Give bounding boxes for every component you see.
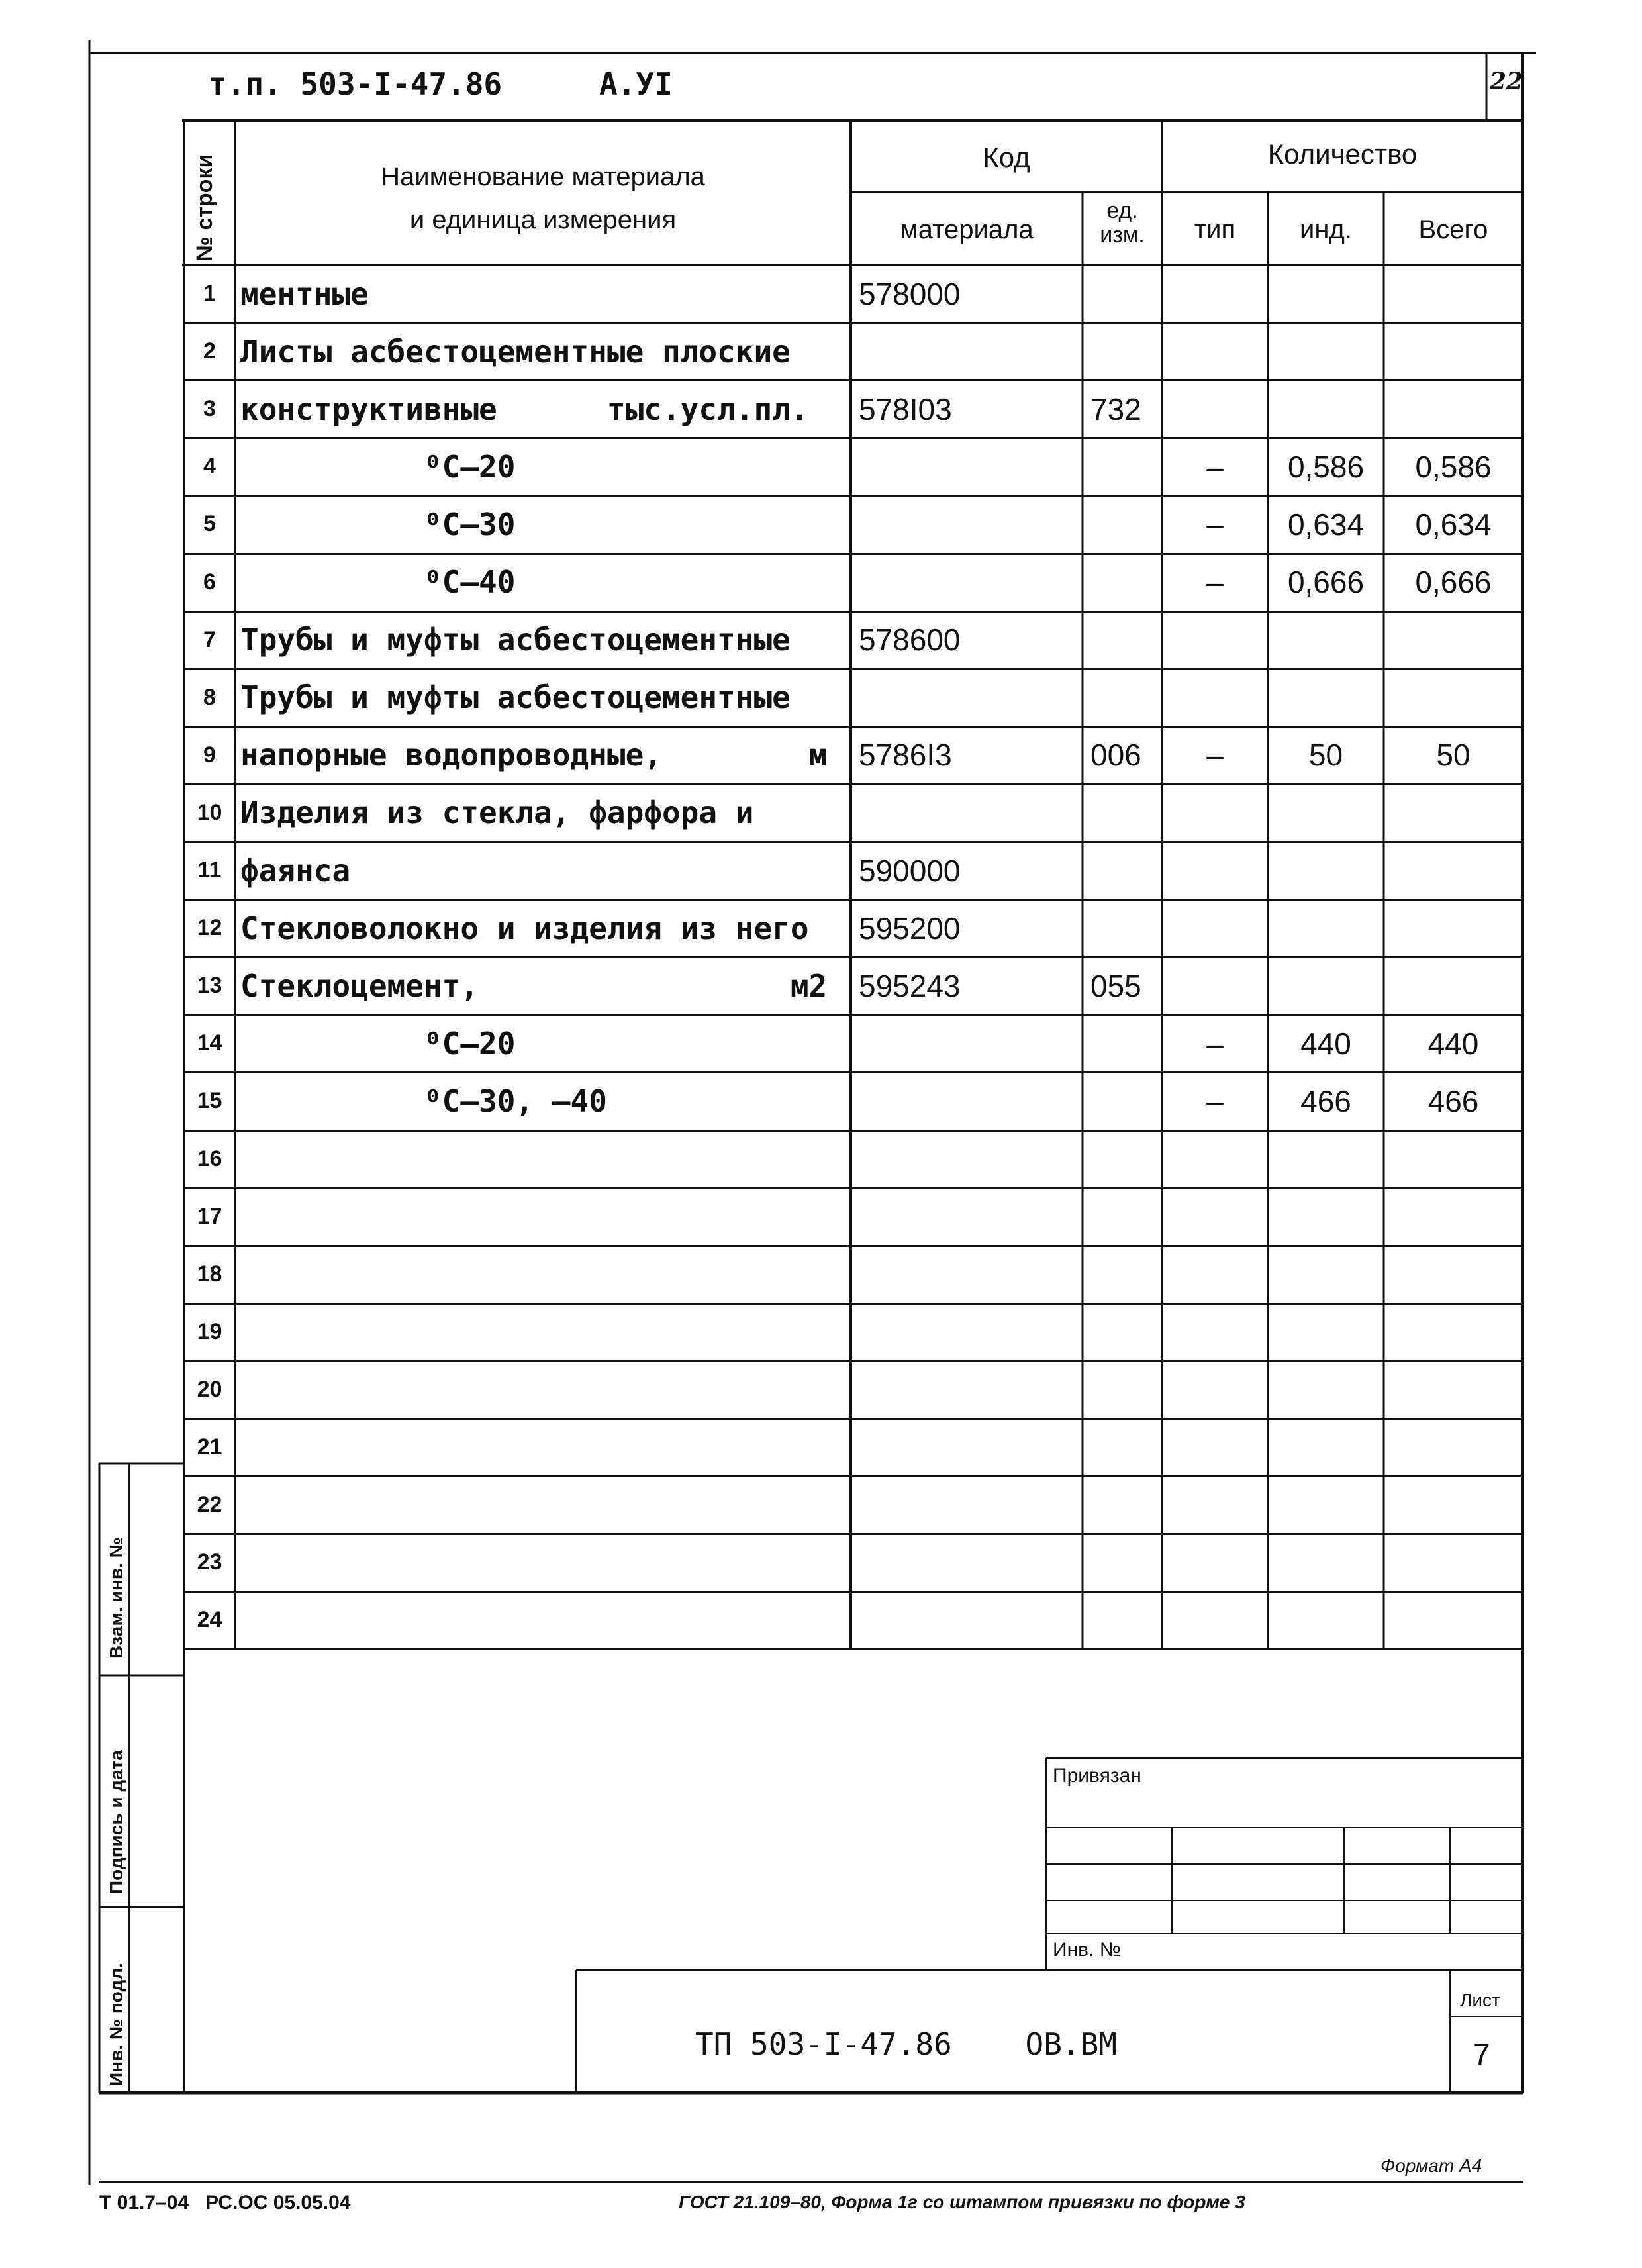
qty-total: 440 [1427, 1026, 1479, 1061]
material-name [235, 1361, 856, 1418]
material-code [851, 1246, 1090, 1303]
stamp-inv-no: Инв. № [1053, 1939, 1121, 1961]
qty-type: – [1206, 449, 1224, 484]
material-name [235, 1303, 856, 1361]
page-number: 22 [1490, 68, 1523, 95]
unit-code: 006 [1090, 738, 1141, 773]
qty-total [1384, 1246, 1523, 1303]
material-code [851, 438, 1090, 495]
qty-type [1162, 957, 1268, 1014]
qty-type: – [1206, 738, 1224, 773]
qty-individual [1268, 1534, 1384, 1591]
unit-code [1083, 1361, 1170, 1418]
material-name [235, 1130, 856, 1188]
qty-individual [1268, 784, 1384, 842]
qty-total [1384, 1303, 1523, 1361]
unit-code [1083, 842, 1170, 899]
material-name [235, 1418, 856, 1476]
material-name [235, 1476, 856, 1534]
material-code: 595243 [859, 968, 961, 1003]
unit-code [1083, 1534, 1170, 1591]
row-number: 17 [197, 1203, 222, 1229]
qty-type [1162, 322, 1268, 380]
material-code [851, 784, 1090, 842]
material-name: Листы асбестоцементные плоские [240, 333, 791, 370]
row-number: 23 [197, 1550, 222, 1575]
qty-individual [1268, 380, 1384, 438]
qty-total: 0,586 [1415, 449, 1492, 484]
material-code: 590000 [859, 853, 961, 888]
qty-type [1162, 669, 1268, 726]
unit-code [1083, 1246, 1170, 1303]
row-number: 2 [203, 338, 216, 364]
qty-total [1384, 1418, 1523, 1476]
qty-type [1162, 1246, 1268, 1303]
header-name-line1: Наименование материала [381, 162, 705, 191]
qty-total [1384, 1591, 1523, 1649]
material-name: напорные водопроводные, м [240, 737, 828, 773]
unit-code [1083, 899, 1170, 957]
qty-total [1384, 611, 1523, 669]
qty-individual [1268, 1591, 1384, 1649]
material-name: ⁰С–20 [240, 448, 516, 485]
qty-total [1384, 1188, 1523, 1246]
unit-code [1083, 1591, 1170, 1649]
qty-type [1162, 842, 1268, 899]
material-name: ⁰С–30 [240, 506, 516, 542]
material-code [851, 1072, 1090, 1130]
material-code [851, 322, 1090, 380]
qty-total [1384, 380, 1523, 438]
qty-individual: 466 [1300, 1083, 1351, 1118]
material-code [851, 1130, 1090, 1188]
qty-total: 466 [1427, 1083, 1479, 1118]
material-name: Трубы и муфты асбестоцементные [240, 679, 791, 716]
material-code [851, 495, 1090, 553]
row-number: 6 [203, 569, 216, 595]
row-number: 9 [203, 742, 216, 767]
qty-individual [1268, 265, 1384, 322]
material-code: 578I03 [859, 391, 952, 426]
unit-code [1083, 554, 1170, 611]
unit-code [1083, 1418, 1170, 1476]
qty-individual: 0,634 [1287, 507, 1365, 542]
material-name: Стеклоцемент, м2 [240, 967, 828, 1004]
qty-individual [1268, 1188, 1384, 1246]
qty-type [1162, 1476, 1268, 1534]
material-name [235, 1246, 856, 1303]
material-code [851, 1591, 1090, 1649]
row-number: 11 [197, 858, 222, 883]
qty-type [1162, 611, 1268, 669]
side-label-vzam: Взам. инв. № [106, 1537, 126, 1659]
material-code [851, 669, 1090, 726]
qty-total [1384, 957, 1523, 1014]
header-code-unit: ед. изм. [1100, 198, 1145, 248]
header-qty-total: Всего [1418, 215, 1488, 244]
unit-code [1083, 1072, 1170, 1130]
material-name: ⁰С–30, –40 [240, 1083, 607, 1119]
unit-code [1083, 669, 1170, 726]
qty-individual [1268, 1418, 1384, 1476]
material-code [851, 1418, 1090, 1476]
qty-individual [1268, 842, 1384, 899]
qty-type: – [1206, 565, 1224, 600]
unit-code [1083, 265, 1170, 322]
qty-total: 50 [1436, 738, 1471, 773]
material-code [851, 1534, 1090, 1591]
row-number: 12 [197, 915, 222, 941]
material-name: ⁰С–20 [240, 1025, 516, 1061]
row-number: 7 [203, 626, 216, 652]
material-name [235, 1188, 856, 1246]
unit-code [1083, 438, 1170, 495]
qty-total [1384, 842, 1523, 899]
unit-code [1083, 1476, 1170, 1534]
row-number: 22 [197, 1492, 222, 1518]
unit-code: 732 [1090, 391, 1141, 426]
qty-total [1384, 265, 1523, 322]
qty-individual [1268, 1476, 1384, 1534]
header-code-material: материала [900, 215, 1034, 244]
project-code: т.п. 503-I-47.86 [209, 66, 503, 102]
row-number: 8 [203, 684, 216, 710]
footer-left: Т 01.7–04 РС.ОС 05.05.04 [99, 2192, 351, 2214]
qty-type [1162, 1591, 1268, 1649]
qty-total [1384, 322, 1523, 380]
material-code: 595200 [859, 911, 961, 946]
footer-format: Формат А4 [1380, 2155, 1482, 2176]
unit-code [1083, 1014, 1170, 1072]
qty-individual [1268, 611, 1384, 669]
sheet-label: Лист [1460, 1990, 1500, 2010]
qty-type: – [1206, 507, 1224, 542]
material-name: Изделия из стекла, фарфора и [240, 795, 754, 831]
qty-individual [1268, 899, 1384, 957]
material-name: фаянса [240, 852, 351, 889]
qty-type [1162, 380, 1268, 438]
qty-individual [1268, 322, 1384, 380]
qty-type: – [1206, 1026, 1224, 1061]
material-code: 5786I3 [859, 738, 952, 773]
qty-individual: 0,666 [1287, 565, 1365, 600]
unit-code [1083, 1188, 1170, 1246]
qty-total [1384, 899, 1523, 957]
row-number: 19 [197, 1318, 222, 1344]
material-name: ⁰С–40 [240, 564, 516, 601]
material-code [851, 1361, 1090, 1418]
header-name-line2: и единица измерения [409, 205, 677, 234]
qty-individual [1268, 957, 1384, 1014]
row-number: 1 [203, 281, 216, 307]
document-code: ТП 503-I-47.86 ОВ.ВМ [695, 2026, 1117, 2062]
side-label-inv-podl: Инв. № подл. [106, 1963, 126, 2086]
row-number: 5 [203, 511, 216, 537]
qty-type: – [1206, 1083, 1224, 1118]
album-label: А.УI [599, 66, 673, 102]
qty-individual: 0,586 [1287, 449, 1365, 484]
unit-code [1083, 322, 1170, 380]
qty-type [1162, 899, 1268, 957]
material-name [235, 1591, 856, 1649]
material-name: Стекловолокно и изделия из него [240, 910, 809, 946]
row-number: 15 [197, 1088, 222, 1114]
unit-code [1083, 611, 1170, 669]
header-quantity: Количество [1267, 138, 1418, 170]
material-name: ментные [240, 275, 369, 312]
qty-type [1162, 1361, 1268, 1418]
footer-gost: ГОСТ 21.109–80, Форма 1г со штампом привязки по форме 3 [679, 2192, 1245, 2212]
unit-code: 055 [1090, 968, 1141, 1003]
qty-total [1384, 669, 1523, 726]
row-number: 16 [197, 1146, 222, 1171]
material-code [851, 1476, 1090, 1534]
qty-total: 0,634 [1415, 507, 1492, 542]
side-label-podpis: Подпись и дата [106, 1750, 126, 1894]
unit-code [1083, 1303, 1170, 1361]
header-code: Код [983, 142, 1030, 173]
header-row-number: № строки [192, 154, 217, 262]
qty-type [1162, 1130, 1268, 1188]
row-number: 4 [203, 454, 216, 479]
qty-individual [1268, 1361, 1384, 1418]
qty-total [1384, 1534, 1523, 1591]
material-code [851, 1014, 1090, 1072]
qty-type [1162, 784, 1268, 842]
qty-type [1162, 265, 1268, 322]
qty-total: 0,666 [1415, 565, 1492, 600]
qty-individual [1268, 669, 1384, 726]
material-name: Трубы и муфты асбестоцементные [240, 622, 791, 658]
qty-individual: 50 [1308, 738, 1343, 773]
row-divider [184, 1648, 1523, 1650]
qty-type [1162, 1188, 1268, 1246]
row-number: 24 [197, 1607, 222, 1633]
stamp-privyazan: Привязан [1053, 1765, 1141, 1787]
material-code: 578000 [859, 276, 961, 311]
row-number: 18 [197, 1261, 222, 1287]
row-number: 13 [197, 973, 222, 999]
qty-total [1384, 1361, 1523, 1418]
row-number: 10 [197, 799, 222, 825]
qty-total [1384, 784, 1523, 842]
qty-type [1162, 1534, 1268, 1591]
header-qty-ind: инд. [1300, 215, 1352, 244]
header-qty-type: тип [1194, 215, 1236, 244]
row-number: 14 [197, 1030, 222, 1056]
qty-individual [1268, 1303, 1384, 1361]
material-code [851, 554, 1090, 611]
qty-type [1162, 1418, 1268, 1476]
material-code: 578600 [859, 622, 961, 658]
row-number: 3 [203, 396, 216, 422]
unit-code [1083, 495, 1170, 553]
qty-individual [1268, 1130, 1384, 1188]
qty-type [1162, 1303, 1268, 1361]
sheet-number: 7 [1473, 2037, 1490, 2071]
material-code [851, 1188, 1090, 1246]
row-number: 21 [197, 1434, 222, 1460]
material-name: конструктивные тыс.усл.пл. [240, 391, 809, 427]
unit-code [1083, 784, 1170, 842]
unit-code [1083, 1130, 1170, 1188]
qty-individual: 440 [1300, 1026, 1351, 1061]
qty-individual [1268, 1246, 1384, 1303]
material-name [235, 1534, 856, 1591]
qty-total [1384, 1476, 1523, 1534]
qty-total [1384, 1130, 1523, 1188]
row-number: 20 [197, 1376, 222, 1402]
material-code [851, 1303, 1090, 1361]
